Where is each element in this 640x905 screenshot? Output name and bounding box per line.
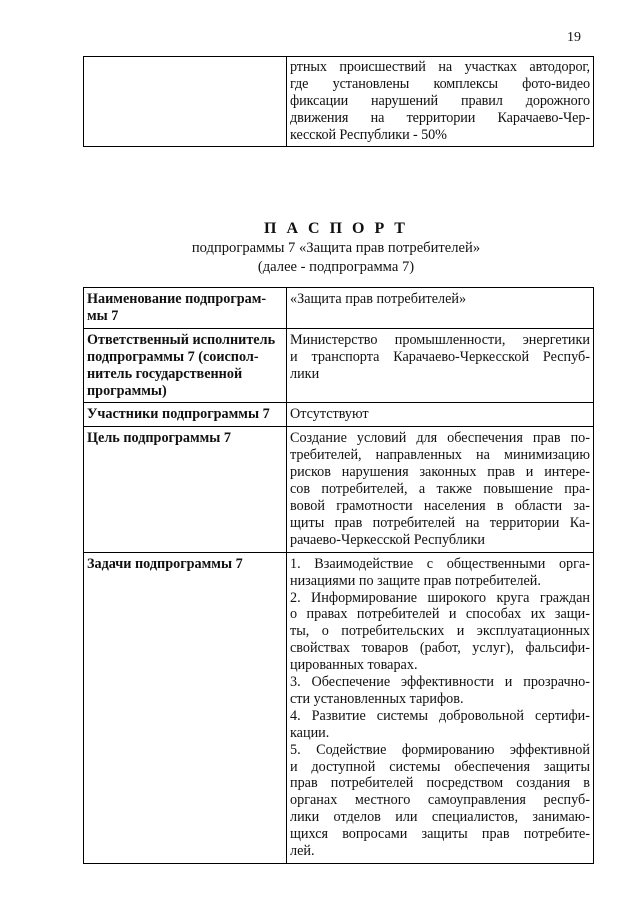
value-line: сти установленных тарифов. — [290, 690, 464, 707]
value-line: цированных товарах. — [290, 657, 418, 674]
text-line: ртных происшествий на участках автодорог, — [290, 59, 590, 75]
text-line: где установлены комплексы фото-видео — [290, 75, 590, 92]
value-line: 4. Развитие системы добровольной сертифи- — [290, 707, 590, 724]
value-line: низациями по защите прав потребителей. — [290, 572, 541, 589]
table-row — [84, 57, 594, 147]
value-line: требителей, направленных на минимизацию — [290, 447, 590, 464]
passport-title: П А С П О Р Т — [264, 220, 408, 237]
label-line: нитель государственной — [87, 365, 243, 382]
table-row — [84, 552, 594, 863]
value-line: «Защита прав потребителей» — [290, 291, 467, 307]
label-line: подпрограммы 7 (соиспол- — [87, 348, 259, 365]
row-label — [84, 403, 287, 427]
table-row — [84, 427, 594, 552]
value-line: о правах потребителей и способах их защи- — [290, 606, 590, 623]
page-number: 19 — [567, 30, 581, 45]
row-value — [287, 403, 594, 427]
label-line: Участники подпрограммы 7 — [87, 406, 270, 423]
row-label — [84, 328, 287, 403]
row-label — [84, 552, 287, 863]
label-line: мы 7 — [87, 307, 119, 324]
value-line: 3. Обеспечение эффективности и прозрачно- — [290, 674, 590, 691]
value-line: щихся вопросами защиты прав потребите- — [290, 826, 590, 843]
value-line: лей. — [290, 843, 315, 860]
value-line: органах местного самоуправления респуб- — [290, 792, 590, 809]
value-line: кации. — [290, 724, 330, 741]
continuation-cell — [287, 57, 594, 147]
passport-table — [83, 287, 594, 864]
passport-note: (далее - подпрограмма 7) — [257, 259, 415, 275]
row-value — [287, 328, 594, 403]
row-label — [84, 427, 287, 552]
value-line: лики отделов или специалистов, занимаю- — [290, 809, 590, 826]
text-line: движения на территории Карачаево-Чер- — [290, 109, 590, 126]
value-line: 1. Взаимодействие с общественными орга- — [290, 555, 590, 572]
label-line: программы) — [87, 382, 167, 399]
row-label — [84, 288, 287, 329]
text-line: фиксации нарушений правил дорожного — [290, 92, 590, 109]
table-row — [84, 288, 594, 329]
empty-cell — [84, 57, 287, 147]
value-line: 5. Содействие формированию эффективной — [290, 741, 590, 758]
value-line: 2. Информирование широкого круга граждан — [290, 589, 590, 606]
passport-subtitle: подпрограммы 7 «Защита прав потребителей» — [191, 240, 481, 256]
row-value — [287, 288, 594, 329]
value-line: рачаево-Черкесской Республики — [290, 531, 485, 548]
value-line: свойствах товаров (работ, услуг), фальсифи- — [290, 640, 590, 657]
value-line: щиты прав потребителей на территории Ка- — [290, 514, 590, 531]
value-line: Министерство промышленности, энергетики — [290, 331, 590, 348]
label-line: Задачи подпрограммы 7 — [87, 555, 243, 572]
value-line: лики — [290, 365, 320, 382]
row-value — [287, 552, 594, 863]
value-line: ты, о потребительских и эксплуатационных — [290, 623, 590, 640]
text-line: кесской Республики - 50% — [290, 126, 447, 143]
value-line: и доступной системы обеспечения защиты — [290, 758, 590, 775]
value-line: Создание условий для обеспечения прав по- — [290, 430, 590, 447]
label-line: Наименование подпрограм- — [87, 291, 267, 307]
value-line: сов потребителей, а также повышение пра- — [290, 481, 590, 498]
value-line: Отсутствуют — [290, 406, 369, 423]
value-line: вовой грамотности населения в области за- — [290, 497, 590, 514]
label-line: Цель подпрограммы 7 — [87, 430, 232, 447]
table-row — [84, 328, 594, 403]
value-line: и транспорта Карачаево-Черкесской Респуб- — [290, 348, 590, 365]
value-line: рисков нарушения законных прав и интере- — [290, 464, 590, 481]
value-line: прав потребителей посредством создания в — [290, 775, 590, 792]
label-line: Ответственный исполнитель — [87, 331, 276, 348]
row-value — [287, 427, 594, 552]
table-row — [84, 403, 594, 427]
passport-heading — [83, 219, 589, 277]
continuation-table — [83, 56, 594, 147]
